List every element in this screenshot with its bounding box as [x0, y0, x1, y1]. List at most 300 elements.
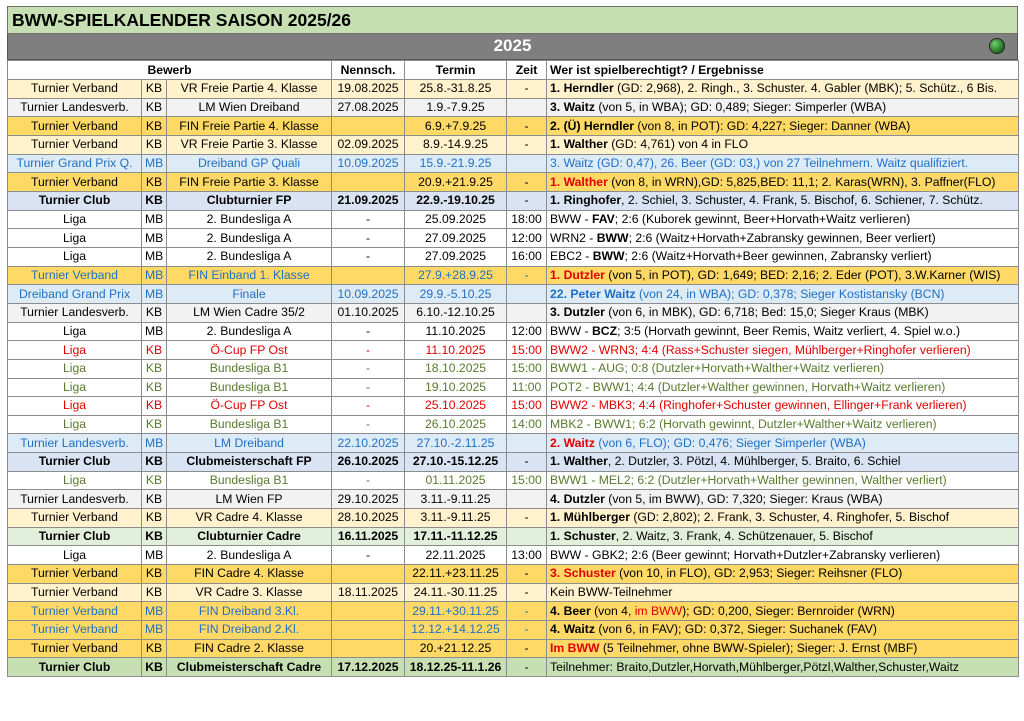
cell-result	[547, 303, 1019, 322]
result-segment: 4. Dutzler	[550, 491, 605, 506]
cell-nennschluss	[332, 173, 405, 192]
cell-zeit: -	[507, 509, 547, 528]
cell-result	[547, 322, 1019, 341]
cell-zeit: 14:00	[507, 415, 547, 434]
cell-kb: MB	[142, 247, 167, 266]
year-label: 2025	[493, 36, 532, 55]
year-banner	[7, 34, 1018, 60]
cell-result	[547, 397, 1019, 416]
cell-zeit: -	[507, 80, 547, 99]
cell-termin: 3.11.-9.11.25	[405, 509, 507, 528]
cell-event: Bundesliga B1	[167, 359, 332, 378]
cell-termin: 17.11.-11.12.25	[405, 527, 507, 546]
cell-nennschluss	[332, 621, 405, 640]
cell-nennschluss: -	[332, 546, 405, 565]
cell-termin: 19.10.2025	[405, 378, 507, 397]
cell-type: Turnier Verband	[8, 565, 142, 584]
cell-termin: 12.12.+14.12.25	[405, 621, 507, 640]
cell-type: Liga	[8, 210, 142, 229]
cell-kb: KB	[142, 415, 167, 434]
cell-zeit: -	[507, 173, 547, 192]
cell-nennschluss: 16.11.2025	[332, 527, 405, 546]
cell-type: Turnier Club	[8, 453, 142, 472]
cell-kb: KB	[142, 341, 167, 360]
result-segment: (von 5, in POT), GD: 1,649; BED: 2,16; 2. Eder (POT), 3.W.Karner (WIS)	[604, 267, 1001, 282]
cell-termin: 6.10.-12.10.25	[405, 303, 507, 322]
cell-kb: MB	[142, 210, 167, 229]
table-row	[8, 415, 1019, 434]
cell-termin: 25.8.-31.8.25	[405, 80, 507, 99]
result-segment: WRN2 -	[550, 230, 597, 245]
result-segment: (GD: 2,968), 2. Ringh., 3. Schuster. 4. Gabler (MBK); 5. Schütz., 6 Bis.	[613, 81, 998, 96]
cell-zeit: -	[507, 565, 547, 584]
cell-event: 2. Bundesliga A	[167, 229, 332, 248]
cell-result	[547, 453, 1019, 472]
table-row	[8, 621, 1019, 640]
cell-event: LM Wien FP	[167, 490, 332, 509]
result-segment: BWW	[596, 230, 629, 245]
result-segment: , 2. Waitz, 3. Frank, 4. Schützenauer, 5. Bischof	[615, 529, 873, 544]
cell-result	[547, 359, 1019, 378]
cell-kb: KB	[142, 378, 167, 397]
cell-zeit	[507, 154, 547, 173]
cell-type: Turnier Landesverb.	[8, 303, 142, 322]
cell-nennschluss	[332, 266, 405, 285]
cell-zeit: -	[507, 135, 547, 154]
cell-kb: MB	[142, 602, 167, 621]
cell-event: Bundesliga B1	[167, 471, 332, 490]
cell-termin: 1.9.-7.9.25	[405, 98, 507, 117]
page-title: BWW-SPIELKALENDER SAISON 2025/26	[7, 6, 1018, 34]
table-row	[8, 191, 1019, 210]
cell-result	[547, 173, 1019, 192]
cell-event: VR Freie Partie 4. Klasse	[167, 80, 332, 99]
table-row	[8, 359, 1019, 378]
table-row	[8, 658, 1019, 677]
cell-result	[547, 266, 1019, 285]
cell-termin: 01.11.2025	[405, 471, 507, 490]
cell-termin: 18.10.2025	[405, 359, 507, 378]
table-row	[8, 341, 1019, 360]
table-row	[8, 490, 1019, 509]
cell-type: Turnier Verband	[8, 621, 142, 640]
cell-nennschluss	[332, 602, 405, 621]
cell-kb: MB	[142, 322, 167, 341]
result-segment: , 2. Dutzler, 3. Pötzl, 4. Mühlberger, 5. Braito, 6. Schiel	[607, 454, 901, 469]
table-row	[8, 565, 1019, 584]
table-row	[8, 546, 1019, 565]
cell-nennschluss: -	[332, 341, 405, 360]
cell-nennschluss: -	[332, 229, 405, 248]
cell-nennschluss: -	[332, 415, 405, 434]
cell-result	[547, 135, 1019, 154]
result-segment: 1. Herndler	[550, 81, 614, 96]
cell-type: Turnier Verband	[8, 602, 142, 621]
cell-result	[547, 434, 1019, 453]
cell-termin: 22.11.2025	[405, 546, 507, 565]
result-segment: (von 24, in WBA); GD: 0,378; Sieger Kostistansky (BCN)	[635, 286, 945, 301]
cell-zeit: -	[507, 621, 547, 640]
result-segment: 3. Waitz	[550, 99, 595, 114]
cell-type: Turnier Verband	[8, 80, 142, 99]
result-segment: BCZ	[592, 323, 618, 338]
cell-kb: KB	[142, 490, 167, 509]
cell-nennschluss: 01.10.2025	[332, 303, 405, 322]
cell-result	[547, 229, 1019, 248]
cell-kb: KB	[142, 658, 167, 677]
cell-zeit: 12:00	[507, 229, 547, 248]
cell-kb: KB	[142, 191, 167, 210]
result-segment: POT2 - BWW1; 4:4 (Dutzler+Walther gewinnen, Horvath+Waitz verlieren)	[550, 379, 946, 394]
cell-result	[547, 341, 1019, 360]
cell-zeit: -	[507, 191, 547, 210]
result-segment: (5 Teilnehmer, ohne BWW-Spieler); Sieger: J. Ernst (MBF)	[599, 641, 918, 656]
cell-kb: KB	[142, 527, 167, 546]
table-row	[8, 602, 1019, 621]
cell-termin: 24.11.-30.11.25	[405, 583, 507, 602]
result-segment: (von 6, in FAV); GD: 0,372, Sieger: Suchanek (FAV)	[594, 622, 877, 637]
table-row	[8, 583, 1019, 602]
cell-termin: 25.09.2025	[405, 210, 507, 229]
cell-type: Turnier Club	[8, 527, 142, 546]
cell-event: FIN Freie Partie 4. Klasse	[167, 117, 332, 136]
result-segment: (von 10, in FLO), GD: 2,953; Sieger: Reihsner (FLO)	[615, 566, 903, 581]
cell-zeit: -	[507, 266, 547, 285]
cell-result	[547, 565, 1019, 584]
cell-termin: 27.09.2025	[405, 247, 507, 266]
cell-nennschluss: 18.11.2025	[332, 583, 405, 602]
cell-event: VR Freie Partie 3. Klasse	[167, 135, 332, 154]
result-segment: Kein BWW-Teilnehmer	[550, 585, 673, 600]
cell-type: Liga	[8, 397, 142, 416]
cell-nennschluss: 29.10.2025	[332, 490, 405, 509]
cell-termin: 22.11.+23.11.25	[405, 565, 507, 584]
result-segment: (von 6, FLO); GD: 0,476; Sieger Simperler (WBA)	[594, 435, 866, 450]
result-segment: 1. Walther	[550, 174, 608, 189]
table-row	[8, 80, 1019, 99]
result-segment: BWW1 - AUG; 0:8 (Dutzler+Horvath+Walther+Waitz verlieren)	[550, 361, 885, 376]
cell-type: Liga	[8, 415, 142, 434]
result-segment: 22. Peter Waitz	[550, 286, 636, 301]
result-segment: 1. Ringhofer	[550, 193, 622, 208]
result-segment: (von 8, in WRN),GD: 5,825,BED: 11,1; 2. Karas(WRN), 3. Paffner(FLO)	[607, 174, 996, 189]
cell-zeit	[507, 98, 547, 117]
cell-type: Turnier Verband	[8, 117, 142, 136]
cell-event: Clubmeisterschaft FP	[167, 453, 332, 472]
cell-type: Turnier Landesverb.	[8, 490, 142, 509]
cell-termin: 18.12.25-11.1.26	[405, 658, 507, 677]
schedule-table	[7, 60, 1019, 677]
result-segment: im BWW	[634, 603, 683, 618]
cell-termin: 20.+21.12.25	[405, 639, 507, 658]
cell-termin: 26.10.2025	[405, 415, 507, 434]
cell-event: 2. Bundesliga A	[167, 546, 332, 565]
result-segment: BWW2 - MBK3; 4:4 (Ringhofer+Schuster gewinnen, Ellinger+Frank verlieren)	[550, 398, 967, 413]
cell-result	[547, 154, 1019, 173]
cell-result	[547, 98, 1019, 117]
schedule-rows	[8, 80, 1019, 677]
result-segment: 1. Schuster	[550, 529, 616, 544]
result-segment: ; 2:6 (Kuborek gewinnt, Beer+Horvath+Waitz verlieren)	[614, 211, 911, 226]
cell-result	[547, 378, 1019, 397]
cell-termin: 27.9.+28.9.25	[405, 266, 507, 285]
cell-kb: MB	[142, 285, 167, 304]
header-row	[8, 61, 1019, 80]
cell-result	[547, 210, 1019, 229]
cell-result	[547, 639, 1019, 658]
cell-nennschluss: 19.08.2025	[332, 80, 405, 99]
result-segment: ; 2:6 (Waitz+Horvath+Beer gewinnen, Zabransky verliert)	[624, 249, 932, 264]
cell-zeit: 18:00	[507, 210, 547, 229]
cell-kb: KB	[142, 509, 167, 528]
header-bewerb: Bewerb	[8, 61, 332, 80]
cell-type: Turnier Verband	[8, 509, 142, 528]
cell-zeit: 15:00	[507, 359, 547, 378]
cell-zeit	[507, 434, 547, 453]
result-segment: (von 6, in MBK), GD: 6,718; Bed: 15,0; Sieger Kraus (MBK)	[604, 305, 929, 320]
cell-type: Turnier Verband	[8, 135, 142, 154]
result-segment: (von 4,	[590, 603, 635, 618]
result-segment: 2. (Ü) Herndler	[550, 118, 635, 133]
cell-termin: 20.9.+21.9.25	[405, 173, 507, 192]
result-segment: (von 5, in WBA); GD: 0,489; Sieger: Simperler (WBA)	[594, 99, 887, 114]
cell-zeit: 15:00	[507, 471, 547, 490]
cell-event: 2. Bundesliga A	[167, 210, 332, 229]
cell-type: Turnier Club	[8, 191, 142, 210]
result-segment: 1. Walther	[550, 137, 608, 152]
cell-result	[547, 583, 1019, 602]
cell-type: Turnier Club	[8, 658, 142, 677]
cell-termin: 11.10.2025	[405, 322, 507, 341]
cell-type: Turnier Verband	[8, 583, 142, 602]
table-row	[8, 117, 1019, 136]
cell-kb: KB	[142, 453, 167, 472]
cell-type: Turnier Grand Prix Q.	[8, 154, 142, 173]
table-row	[8, 397, 1019, 416]
cell-type: Turnier Landesverb.	[8, 434, 142, 453]
cell-result	[547, 527, 1019, 546]
cell-type: Turnier Verband	[8, 173, 142, 192]
cell-event: Clubmeisterschaft Cadre	[167, 658, 332, 677]
cell-event: Bundesliga B1	[167, 415, 332, 434]
cell-zeit	[507, 285, 547, 304]
cell-kb: KB	[142, 565, 167, 584]
cell-kb: MB	[142, 266, 167, 285]
cell-nennschluss: 21.09.2025	[332, 191, 405, 210]
cell-result	[547, 621, 1019, 640]
cell-termin: 6.9.+7.9.25	[405, 117, 507, 136]
table-row	[8, 173, 1019, 192]
table-row	[8, 378, 1019, 397]
cell-kb: MB	[142, 434, 167, 453]
result-segment: BWW	[592, 249, 625, 264]
cell-event: FIN Freie Partie 3. Klasse	[167, 173, 332, 192]
cell-result	[547, 117, 1019, 136]
cell-nennschluss: 22.10.2025	[332, 434, 405, 453]
result-segment: BWW -	[550, 211, 592, 226]
cell-kb: MB	[142, 621, 167, 640]
result-segment: , 2. Schiel, 3. Schuster, 4. Frank, 5. Bischof, 6. Schiener, 7. Schütz.	[621, 193, 983, 208]
cell-kb: KB	[142, 80, 167, 99]
result-segment: (von 5, im BWW), GD: 7,320; Sieger: Kraus (WBA)	[604, 491, 883, 506]
cell-kb: KB	[142, 471, 167, 490]
cell-nennschluss: -	[332, 471, 405, 490]
cell-result	[547, 80, 1019, 99]
table-row	[8, 322, 1019, 341]
cell-zeit: 11:00	[507, 378, 547, 397]
result-segment: Teilnehmer: Braito,Dutzler,Horvath,Mühlberger,Pötzl,Walther,Schuster,Waitz	[550, 659, 959, 674]
result-segment: EBC2 -	[550, 249, 593, 264]
table-row	[8, 229, 1019, 248]
cell-type: Turnier Verband	[8, 266, 142, 285]
cell-event: Ö-Cup FP Ost	[167, 397, 332, 416]
result-segment: 3. Schuster	[550, 566, 616, 581]
table-row	[8, 527, 1019, 546]
cell-result	[547, 191, 1019, 210]
cell-zeit: -	[507, 453, 547, 472]
cell-termin: 29.9.-5.10.25	[405, 285, 507, 304]
cell-zeit: -	[507, 658, 547, 677]
cell-zeit: -	[507, 583, 547, 602]
cell-event: Ö-Cup FP Ost	[167, 341, 332, 360]
cell-nennschluss	[332, 117, 405, 136]
cell-zeit: 15:00	[507, 341, 547, 360]
result-segment: 1. Mühlberger	[550, 510, 630, 525]
result-segment: 4. Beer	[550, 603, 591, 618]
cell-termin: 27.10.-15.12.25	[405, 453, 507, 472]
result-segment: 2. Waitz	[550, 435, 595, 450]
cell-event: FIN Dreiband 3.Kl.	[167, 602, 332, 621]
table-row	[8, 154, 1019, 173]
cell-kb: KB	[142, 583, 167, 602]
cell-kb: KB	[142, 303, 167, 322]
cell-event: LM Wien Dreiband	[167, 98, 332, 117]
cell-nennschluss: -	[332, 322, 405, 341]
cell-kb: MB	[142, 154, 167, 173]
cell-termin: 22.9.-19.10.25	[405, 191, 507, 210]
cell-event: Clubturnier Cadre	[167, 527, 332, 546]
cell-type: Liga	[8, 471, 142, 490]
cell-nennschluss: 17.12.2025	[332, 658, 405, 677]
cell-type: Liga	[8, 378, 142, 397]
cell-nennschluss: -	[332, 247, 405, 266]
result-segment: ; 2:6 (Waitz+Horvath+Zabransky gewinnen, Beer verliert)	[628, 230, 936, 245]
cell-nennschluss: 27.08.2025	[332, 98, 405, 117]
header-nennschluss: Nennsch.	[332, 61, 405, 80]
cell-zeit: 12:00	[507, 322, 547, 341]
table-row	[8, 453, 1019, 472]
cell-event: FIN Einband 1. Klasse	[167, 266, 332, 285]
cell-termin: 11.10.2025	[405, 341, 507, 360]
cell-event: Finale	[167, 285, 332, 304]
cell-termin: 29.11.+30.11.25	[405, 602, 507, 621]
cell-zeit: -	[507, 602, 547, 621]
cell-termin: 3.11.-9.11.25	[405, 490, 507, 509]
cell-event: VR Cadre 4. Klasse	[167, 509, 332, 528]
cell-zeit: 16:00	[507, 247, 547, 266]
cell-termin: 25.10.2025	[405, 397, 507, 416]
cell-termin: 27.09.2025	[405, 229, 507, 248]
cell-zeit	[507, 303, 547, 322]
cell-nennschluss: -	[332, 210, 405, 229]
cell-zeit: -	[507, 117, 547, 136]
cell-result	[547, 490, 1019, 509]
cell-kb: KB	[142, 359, 167, 378]
table-row	[8, 471, 1019, 490]
cell-type: Turnier Landesverb.	[8, 98, 142, 117]
cell-result	[547, 546, 1019, 565]
cell-kb: KB	[142, 639, 167, 658]
cell-event: 2. Bundesliga A	[167, 247, 332, 266]
result-segment: (GD: 4,761) von 4 in FLO	[607, 137, 749, 152]
result-segment: (von 8, in POT): GD: 4,227; Sieger: Danner (WBA)	[634, 118, 911, 133]
cell-kb: KB	[142, 98, 167, 117]
cell-type: Liga	[8, 322, 142, 341]
table-row	[8, 98, 1019, 117]
result-segment: BWW -	[550, 323, 592, 338]
result-segment: (GD: 2,802); 2. Frank, 3. Schuster, 4. Ringhofer, 5. Bischof	[629, 510, 950, 525]
cell-event: Bundesliga B1	[167, 378, 332, 397]
cell-nennschluss	[332, 639, 405, 658]
cell-event: Clubturnier FP	[167, 191, 332, 210]
cell-nennschluss: 10.09.2025	[332, 154, 405, 173]
table-row	[8, 247, 1019, 266]
cell-result	[547, 602, 1019, 621]
result-segment: MBK2 - BWW1; 6:2 (Horvath gewinnt, Dutzler+Walther+Waitz verlieren)	[550, 417, 937, 432]
cell-kb: MB	[142, 546, 167, 565]
result-segment: 3. Waitz (GD: 0,47), 26. Beer (GD: 03,) von 27 Teilnehmern. Waitz qualifiziert.	[550, 155, 969, 170]
table-row	[8, 303, 1019, 322]
cell-event: Dreiband GP Quali	[167, 154, 332, 173]
cell-zeit	[507, 490, 547, 509]
cell-nennschluss	[332, 565, 405, 584]
result-segment: 1. Walther	[550, 454, 608, 469]
table-row	[8, 434, 1019, 453]
cell-kb: KB	[142, 173, 167, 192]
header-zeit: Zeit	[507, 61, 547, 80]
table-row	[8, 509, 1019, 528]
result-segment: FAV	[592, 211, 615, 226]
result-segment: ; 3:5 (Horvath gewinnt, Beer Remis, Waitz verliert, 4. Spiel w.o.)	[617, 323, 961, 338]
result-segment: BWW - GBK2; 2:6 (Beer gewinnt; Horvath+Dutzler+Zabransky verlieren)	[550, 547, 941, 562]
cell-result	[547, 509, 1019, 528]
cell-event: FIN Dreiband 2.Kl.	[167, 621, 332, 640]
cell-result	[547, 658, 1019, 677]
result-segment: BWW2 - WRN3; 4:4 (Rass+Schuster siegen, Mühlberger+Ringhofer verlieren)	[550, 342, 971, 357]
cell-type: Dreiband Grand Prix	[8, 285, 142, 304]
cell-event: 2. Bundesliga A	[167, 322, 332, 341]
cell-event: VR Cadre 3. Klasse	[167, 583, 332, 602]
cell-type: Liga	[8, 247, 142, 266]
table-row	[8, 285, 1019, 304]
cell-nennschluss: 28.10.2025	[332, 509, 405, 528]
table-row	[8, 639, 1019, 658]
cell-nennschluss: 02.09.2025	[332, 135, 405, 154]
cell-event: LM Wien Cadre 35/2	[167, 303, 332, 322]
cell-type: Turnier Verband	[8, 639, 142, 658]
cell-event: FIN Cadre 4. Klasse	[167, 565, 332, 584]
header-termin: Termin	[405, 61, 507, 80]
cell-nennschluss: -	[332, 359, 405, 378]
cell-termin: 8.9.-14.9.25	[405, 135, 507, 154]
result-segment: 1. Dutzler	[550, 267, 605, 282]
cell-zeit: -	[507, 639, 547, 658]
cell-type: Liga	[8, 229, 142, 248]
cell-termin: 27.10.-2.11.25	[405, 434, 507, 453]
result-segment: BWW1 - MEL2; 6:2 (Dutzler+Horvath+Walther gewinnen, Walther verliert)	[550, 473, 947, 488]
cell-zeit: 13:00	[507, 546, 547, 565]
cell-result	[547, 285, 1019, 304]
